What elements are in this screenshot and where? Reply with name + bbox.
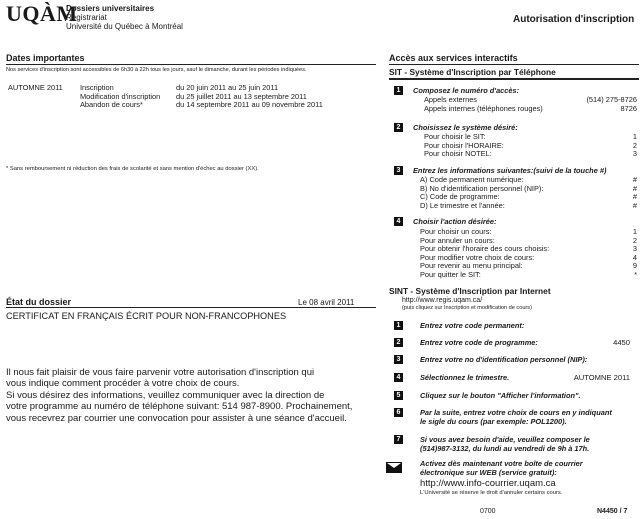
step3_rows-label: A) Code permanent numérique:: [420, 175, 524, 184]
step2_rows-label: Pour choisir le SIT:: [424, 132, 486, 141]
step-number-2: 2: [394, 123, 403, 132]
step4_rows-label: Pour modifier votre choix de cours:: [420, 252, 535, 262]
session-label: AUTOMNE 2011: [8, 83, 63, 92]
dates-rule: [6, 64, 376, 65]
letter-line: votre programme au numéro de téléphone suivant: 514 987-8900. Prochainement,: [6, 401, 353, 413]
step3_rows-value: #: [632, 175, 637, 184]
services-rule: [389, 64, 639, 65]
email-url[interactable]: http://www.info-courrier.uqam.ca: [420, 478, 556, 489]
sit-step4-label: Choisir l'action désirée:: [413, 217, 497, 226]
dossier-rule: [6, 307, 376, 308]
document-title: Autorisation d'inscription: [513, 14, 635, 25]
dates-row-period: du 25 juillet 2011 au 13 septembre 2011: [176, 91, 307, 101]
step4_rows-value: 4: [632, 252, 637, 262]
step4_rows-label: Pour choisir un cours:: [420, 227, 492, 236]
step2_rows-label: Pour choisir l'HORAIRE:: [424, 140, 504, 150]
email-note: L'Université se réserve le droit d'annuler certains cours.: [420, 490, 563, 496]
step3_rows-value: #: [632, 183, 637, 193]
dates-note: Nos services d'inscription sont accessibles de 6h30 à 22h tous les jours, sauf le dimanche, durant les périodes indiquées.: [6, 67, 307, 73]
sint-step-number-1: 1: [394, 321, 403, 330]
dossier-date: Le 08 avril 2011: [298, 298, 355, 307]
dates-footnote: * Sans remboursement ni réduction des frais de scolarité et sans mention d'échec au dossier (XX).: [6, 166, 259, 172]
sint-step-number-2: 2: [394, 338, 403, 347]
sint-step-text-2: (514)987-3132, du lundi au vendredi de 9h à 17h.: [420, 444, 590, 453]
sint-step-number-3: 3: [394, 355, 403, 364]
step3_rows-value: #: [632, 200, 637, 210]
sint-step-text: Par la suite, entrez votre choix de cours en y indiquant: [420, 408, 612, 417]
services-title: Accès aux services interactifs: [389, 53, 518, 63]
dates-row-period: du 20 juin 2011 au 25 juin 2011: [176, 83, 279, 92]
sint-step-number-7: 7: [394, 435, 403, 444]
step2_rows-value: 3: [632, 149, 637, 159]
form-number: N4450 / 7: [597, 508, 628, 515]
sint-step-text: Cliquez sur le bouton "Afficher l'information".: [420, 391, 581, 400]
dates-row-period: du 14 septembre 2011 au 09 novembre 2011: [176, 100, 323, 109]
sint-step-text: Sélectionnez le trimestre.: [420, 373, 510, 382]
step4_rows-label: Pour annuler un cours:: [420, 235, 495, 245]
sint-step-number-5: 5: [394, 391, 403, 400]
footer-code: 0700: [480, 508, 496, 515]
step3_rows-label: B) No d'identification personnel (NIP):: [420, 183, 544, 193]
letter-line: vous indique comment procéder à votre choix de cours.: [6, 378, 240, 390]
step4_rows-label: Pour quitter le SIT:: [420, 270, 481, 279]
step2_rows-value: 2: [632, 140, 637, 150]
step1_rows-value: (514) 275-8726: [586, 95, 637, 104]
step-number-1: 1: [394, 86, 403, 95]
step1_rows-label: Appels externes: [424, 95, 477, 104]
sint-note: (puis cliquez sur Inscription et modification de cours): [402, 305, 532, 311]
sit-rule: [389, 78, 639, 80]
step4_rows-value: 1: [632, 227, 637, 236]
sit-step1-label: Composez le numéro d'accès:: [413, 86, 520, 95]
dates-row-label: Abandon de cours*: [80, 100, 143, 109]
sint-step-text: Si vous avez besoin d'aide, veuillez composer le: [420, 435, 590, 444]
dates-title: Dates importantes: [6, 53, 85, 63]
step1_rows-value: 8726: [620, 103, 637, 113]
step-number-3: 3: [394, 166, 403, 175]
letter-line: Il nous fait plaisir de vous faire parvenir votre autorisation d'inscription qui: [6, 367, 315, 378]
dossier-status: CERTIFICAT EN FRANÇAIS ÉCRIT POUR NON-FRANCOPHONES: [6, 311, 287, 321]
uqam-logo: UQÀM: [6, 1, 78, 26]
sit-step3-label: Entrez les informations suivantes:(suivi de la touche #): [413, 166, 607, 175]
step4_rows-label: Pour obtenir l'horaire des cours choisis:: [420, 244, 550, 254]
step2_rows-value: 1: [632, 132, 637, 141]
step2_rows-label: Pour choisir NOTEL:: [424, 149, 492, 159]
org-line-1: Dossiers universitaires: [66, 4, 155, 13]
step1_rows-label: Appels internes (téléphones rouges): [424, 103, 543, 113]
sint-step-number-6: 6: [394, 408, 403, 417]
step4_rows-value: 9: [632, 261, 637, 271]
sint-step-text-2: le sigle du cours (par exemple: POL1200).: [420, 417, 567, 426]
envelope-icon: [386, 462, 402, 473]
org-line-3: Université du Québec à Montréal: [66, 22, 183, 31]
sint-step-text: Entrez votre code permanent:: [420, 321, 525, 330]
sint-step-value: AUTOMNE 2011: [573, 373, 630, 382]
step3_rows-label: C) Code de programme:: [420, 192, 500, 202]
step4_rows-value: 3: [632, 244, 637, 254]
step4_rows-label: Pour revenir au menu principal:: [420, 261, 523, 271]
step4_rows-value: *: [634, 270, 637, 279]
org-line-2: Registrariat: [66, 13, 107, 22]
step3_rows-value: #: [632, 192, 637, 202]
dates-row-label: Modification d'inscription: [80, 91, 161, 101]
sint-url[interactable]: http://www.regis.uqam.ca/: [402, 297, 483, 304]
sint-step-text: Entrez votre code de programme:: [420, 338, 538, 347]
sint-step-text: Entrez votre no d'identification personnel (NIP):: [420, 355, 588, 364]
sint-step-number-4: 4: [394, 373, 403, 382]
sit-step2-label: Choisissez le système désiré:: [413, 123, 518, 132]
dossier-title: État du dossier: [6, 297, 72, 307]
letter-line: vous recevrez par courrier une convocation pour assister à une séance d'accueil.: [6, 412, 347, 424]
sit-title: SIT - Système d'Inscription par Téléphone: [389, 67, 556, 77]
sint-title: SINT - Système d'Inscription par Internet: [389, 286, 551, 296]
letter-line: Si vous désirez des informations, veuillez communiquer avec la direction de: [6, 389, 325, 401]
step4_rows-value: 2: [632, 235, 637, 245]
email-line-1: Activez dès maintenant votre boîte de courrier: [420, 459, 583, 468]
sint-step-value: 4450: [613, 338, 630, 347]
step-number-4: 4: [394, 217, 403, 226]
email-line-2: électronique sur WEB (service gratuit):: [420, 468, 557, 477]
dates-row-label: Inscription: [80, 83, 114, 92]
step3_rows-label: D) Le trimestre et l'année:: [420, 200, 505, 210]
